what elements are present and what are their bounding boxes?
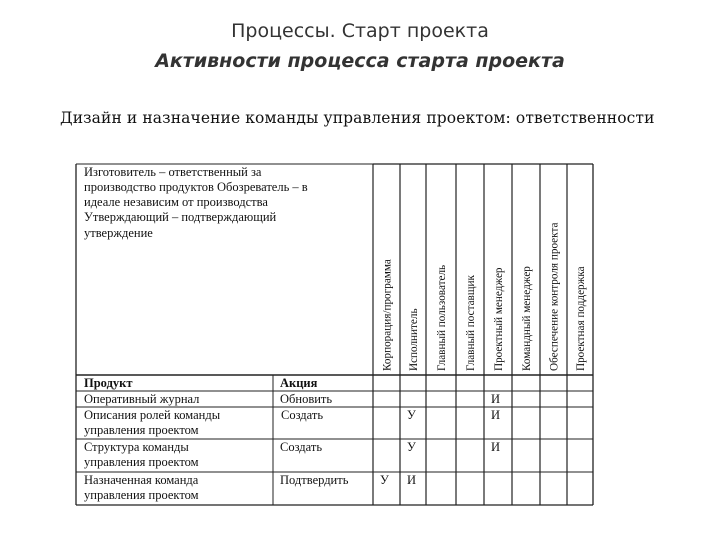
role-header: Командный менеджер xyxy=(521,266,533,371)
product-cell: Структура команды xyxy=(84,440,189,454)
role-header: Проектный менеджер xyxy=(493,267,505,371)
role-cell-mark: И xyxy=(491,408,501,422)
action-cell: Создать xyxy=(281,408,324,422)
legend-line: идеале независим от производства xyxy=(84,195,268,209)
role-header: Проектная поддержка xyxy=(575,266,587,371)
role-cell-mark: У xyxy=(407,440,416,454)
role-cell-mark: У xyxy=(380,473,389,487)
legend-line: производство продуктов Обозреватель – в xyxy=(84,180,308,194)
slide-title: Процессы. Старт проекта xyxy=(231,20,489,42)
product-cell: управления проектом xyxy=(84,455,199,469)
legend-line: Утверждающий – подтверждающий xyxy=(84,210,277,224)
product-cell: управления проектом xyxy=(84,423,199,437)
role-header: Главный пользователь xyxy=(436,264,448,371)
action-cell: Подтвердить xyxy=(280,473,349,487)
role-cell-mark: И xyxy=(407,473,417,487)
role-cell-mark: У xyxy=(407,408,416,422)
role-header: Корпорация/программа xyxy=(381,259,394,371)
role-header: Обеспечение контроля проекта xyxy=(548,222,561,371)
header-product: Продукт xyxy=(84,376,133,390)
product-cell: Описания ролей команды xyxy=(84,408,221,422)
product-cell: Оперативный журнал xyxy=(84,392,200,406)
header-action: Акция xyxy=(280,376,318,390)
legend-line: Изготовитель – ответственный за xyxy=(84,165,262,179)
slide-subtitle: Активности процесса старта проекта xyxy=(155,50,565,72)
role-cell-mark: И xyxy=(491,392,501,406)
action-cell: Создать xyxy=(280,440,323,454)
action-cell: Обновить xyxy=(280,392,333,406)
product-cell: управления проектом xyxy=(84,488,199,502)
role-header: Главный поставщик xyxy=(465,275,477,371)
role-cell-mark: И xyxy=(491,440,501,454)
section-heading: Дизайн и назначение команды управления проектом: ответственности xyxy=(60,109,655,127)
legend-line: утверждение xyxy=(84,226,153,240)
product-cell: Назначенная команда xyxy=(84,473,199,487)
role-header: Исполнитель xyxy=(408,308,420,371)
